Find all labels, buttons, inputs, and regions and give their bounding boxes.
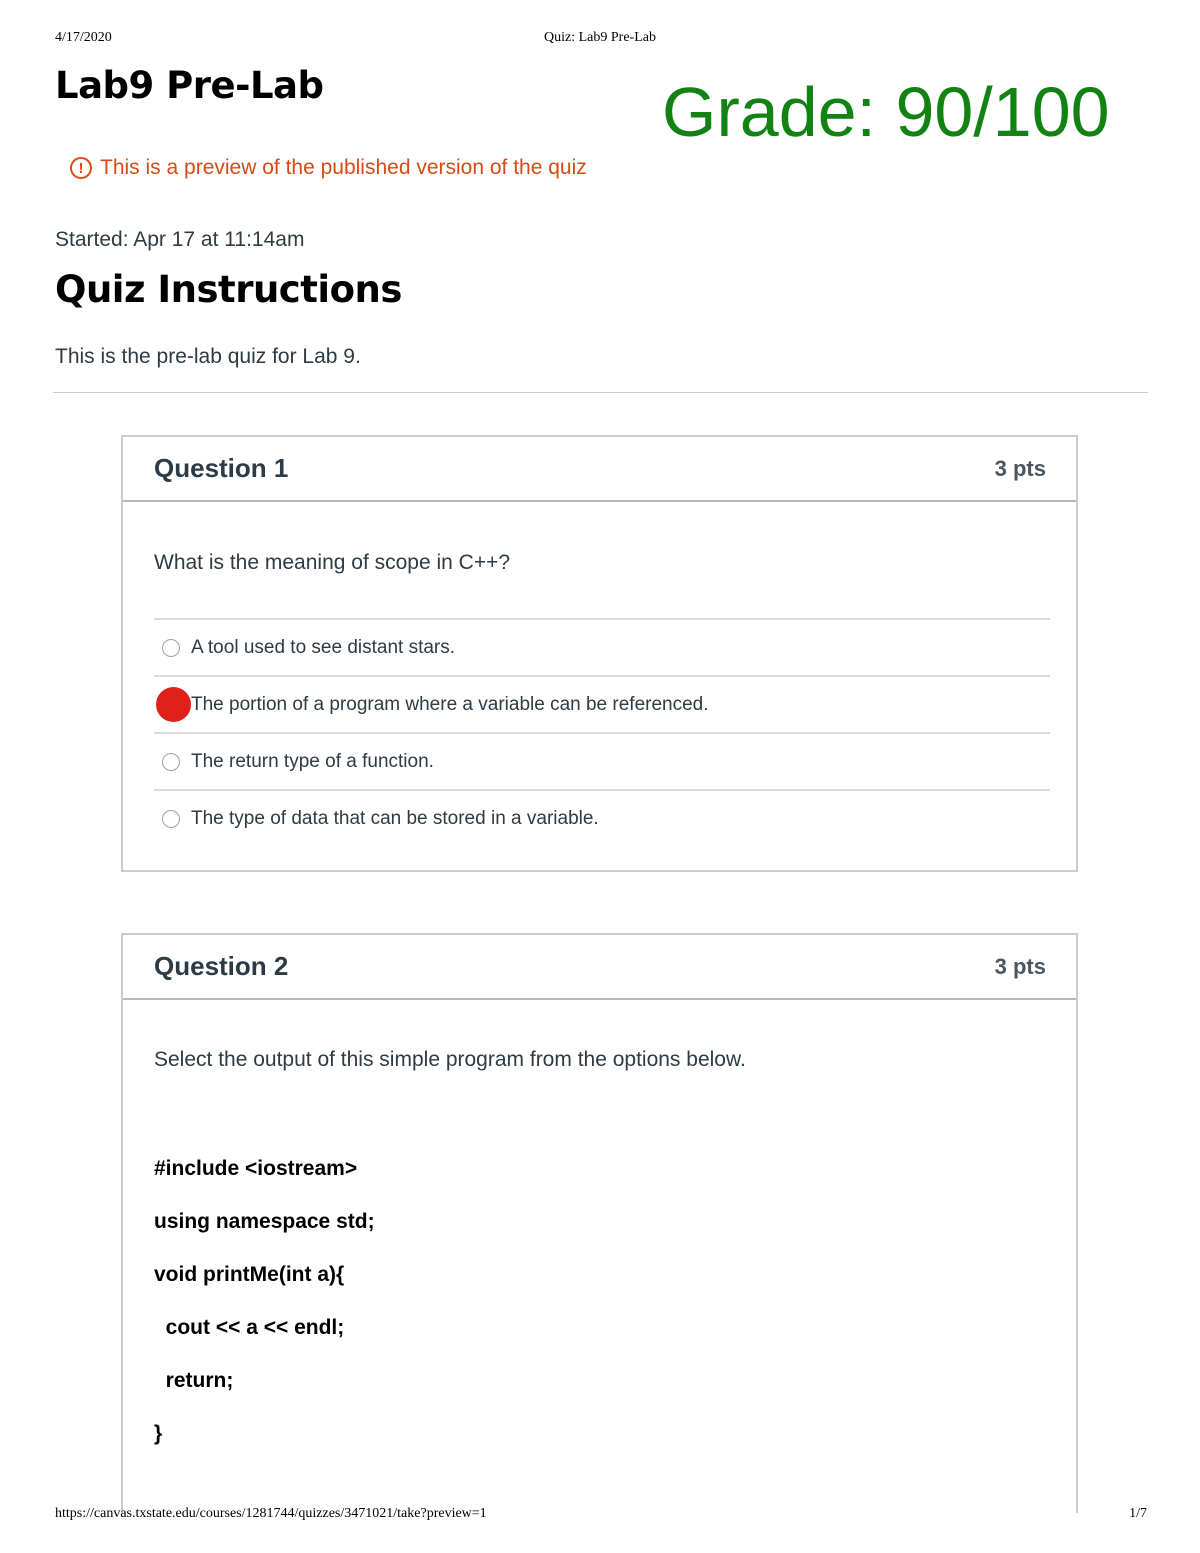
code-line: } [154, 1422, 163, 1445]
warning-icon: ! [70, 157, 92, 179]
answer-option[interactable] [154, 618, 1050, 675]
page-title: Lab9 Pre-Lab [55, 64, 324, 107]
question-points: 3 pts [994, 455, 1046, 481]
selected-answer-marker[interactable] [156, 687, 191, 722]
radio-button[interactable] [162, 639, 180, 657]
preview-notice [70, 156, 587, 180]
question-header [123, 437, 1076, 502]
question-title: Question 1 [154, 453, 289, 483]
code-line: return; [154, 1369, 234, 1392]
question-card-2 [121, 933, 1078, 1513]
question-header [123, 935, 1076, 1000]
print-title: Quiz: Lab9 Pre-Lab [544, 30, 656, 45]
code-line: #include <iostream> [154, 1157, 358, 1180]
radio-button[interactable] [162, 810, 180, 828]
print-date: 4/17/2020 [55, 30, 112, 45]
answer-label: The return type of a function. [191, 750, 434, 772]
code-line: using namespace std; [154, 1210, 375, 1233]
code-block [154, 1157, 375, 1475]
grade-annotation: Grade: 90/100 [662, 73, 1110, 151]
answer-list [154, 618, 1050, 846]
answer-label: A tool used to see distant stars. [191, 636, 456, 658]
radio-button[interactable] [162, 753, 180, 771]
code-line: cout << a << endl; [154, 1316, 345, 1339]
code-line: void printMe(int a){ [154, 1263, 345, 1286]
question-text: Select the output of this simple program from the options below. [154, 1048, 746, 1071]
answer-option[interactable] [154, 732, 1050, 789]
divider [53, 392, 1148, 393]
question-title: Question 2 [154, 951, 289, 981]
answer-option-selected[interactable] [154, 675, 1050, 732]
question-text: What is the meaning of scope in C++? [154, 551, 511, 574]
instructions-title: Quiz Instructions [55, 268, 402, 311]
print-page-number: 1/7 [1129, 1506, 1147, 1521]
question-points: 3 pts [994, 953, 1046, 979]
answer-label: The type of data that can be stored in a variable. [191, 807, 599, 829]
preview-notice-text: This is a preview of the published version of the quiz [100, 156, 587, 179]
answer-label: The portion of a program where a variable can be referenced. [191, 693, 709, 715]
started-timestamp: Started: Apr 17 at 11:14am [55, 228, 305, 251]
question-card-1 [121, 435, 1078, 872]
print-url: https://canvas.txstate.edu/courses/1281744/quizzes/3471021/take?preview=1 [55, 1506, 487, 1521]
instructions-text: This is the pre-lab quiz for Lab 9. [55, 345, 361, 368]
answer-option[interactable] [154, 789, 1050, 846]
